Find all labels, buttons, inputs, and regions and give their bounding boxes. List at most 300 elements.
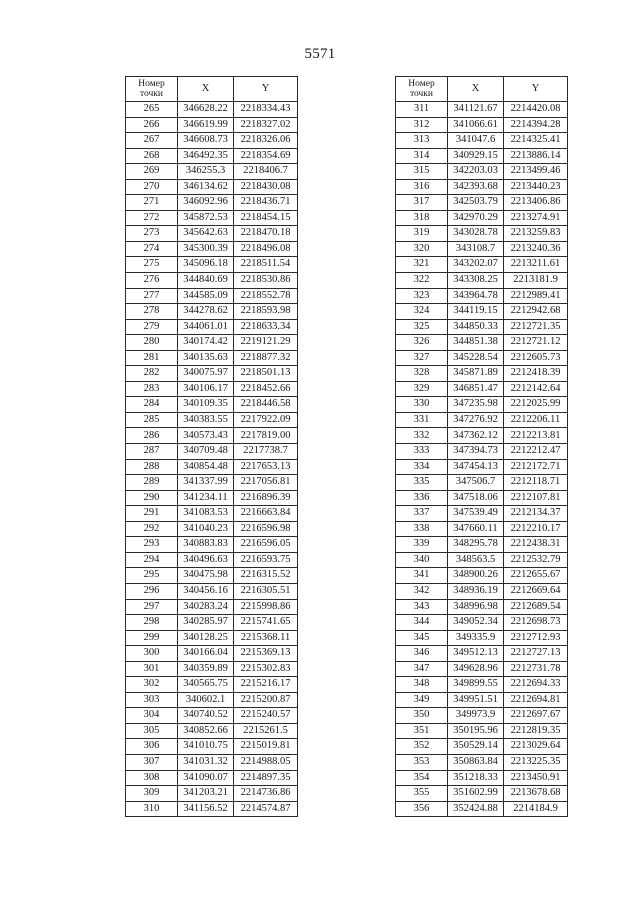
x-cell: 347506.7 xyxy=(448,475,504,491)
table-row xyxy=(126,428,298,444)
table-row xyxy=(396,179,568,195)
table-row xyxy=(126,708,298,724)
table-row xyxy=(396,459,568,475)
x-cell: 349899.55 xyxy=(448,677,504,693)
point-number-cell: 282 xyxy=(126,366,178,382)
y-cell: 2218511.54 xyxy=(234,257,298,273)
y-cell: 2217819.00 xyxy=(234,428,298,444)
table-row xyxy=(126,257,298,273)
x-cell: 347394.73 xyxy=(448,444,504,460)
x-cell: 350863.84 xyxy=(448,754,504,770)
point-number-cell: 353 xyxy=(396,754,448,770)
table-row xyxy=(396,381,568,397)
x-cell: 340135.63 xyxy=(178,350,234,366)
y-cell: 2212213.81 xyxy=(504,428,568,444)
table-row xyxy=(396,630,568,646)
table-row xyxy=(126,350,298,366)
y-cell: 2212418.39 xyxy=(504,366,568,382)
x-cell: 348900.26 xyxy=(448,568,504,584)
table-row xyxy=(126,133,298,149)
x-cell: 346628.22 xyxy=(178,102,234,118)
point-number-cell: 346 xyxy=(396,646,448,662)
y-cell: 2215741.65 xyxy=(234,615,298,631)
table-row xyxy=(396,677,568,693)
y-cell: 2212721.12 xyxy=(504,335,568,351)
table-row xyxy=(126,102,298,118)
y-cell: 2213259.83 xyxy=(504,226,568,242)
point-number-cell: 299 xyxy=(126,630,178,646)
y-cell: 2216596.05 xyxy=(234,537,298,553)
x-cell: 344278.62 xyxy=(178,304,234,320)
point-number-cell: 325 xyxy=(396,319,448,335)
x-cell: 349628.96 xyxy=(448,661,504,677)
x-cell: 342503.79 xyxy=(448,195,504,211)
y-cell: 2213240.36 xyxy=(504,241,568,257)
x-cell: 347362.12 xyxy=(448,428,504,444)
x-cell: 340602.1 xyxy=(178,692,234,708)
x-cell: 340854.48 xyxy=(178,459,234,475)
x-cell: 343202.07 xyxy=(448,257,504,273)
x-cell: 347518.06 xyxy=(448,490,504,506)
x-cell: 341090.07 xyxy=(178,770,234,786)
table-row xyxy=(126,210,298,226)
table-row xyxy=(126,319,298,335)
point-number-cell: 317 xyxy=(396,195,448,211)
point-number-cell: 342 xyxy=(396,583,448,599)
x-cell: 349973.9 xyxy=(448,708,504,724)
y-cell: 2215261.5 xyxy=(234,723,298,739)
y-cell: 2218496.08 xyxy=(234,241,298,257)
y-cell: 2217922.09 xyxy=(234,412,298,428)
y-cell: 2212697.67 xyxy=(504,708,568,724)
x-cell: 350195.96 xyxy=(448,723,504,739)
x-cell: 349052.34 xyxy=(448,615,504,631)
table-row xyxy=(396,708,568,724)
point-number-cell: 344 xyxy=(396,615,448,631)
point-number-cell: 273 xyxy=(126,226,178,242)
x-cell: 340075.97 xyxy=(178,366,234,382)
y-cell: 2216596.98 xyxy=(234,521,298,537)
point-number-cell: 300 xyxy=(126,646,178,662)
point-number-cell: 301 xyxy=(126,661,178,677)
y-cell: 2219121.29 xyxy=(234,335,298,351)
point-number-cell: 328 xyxy=(396,366,448,382)
point-number-cell: 339 xyxy=(396,537,448,553)
point-number-cell: 348 xyxy=(396,677,448,693)
point-number-cell: 269 xyxy=(126,164,178,180)
x-cell: 348295.78 xyxy=(448,537,504,553)
point-number-cell: 340 xyxy=(396,552,448,568)
table-row xyxy=(396,288,568,304)
x-cell: 342203.03 xyxy=(448,164,504,180)
table-row xyxy=(126,786,298,802)
x-cell: 346092.96 xyxy=(178,195,234,211)
table-row xyxy=(396,335,568,351)
point-number-cell: 265 xyxy=(126,102,178,118)
y-cell: 2218877.32 xyxy=(234,350,298,366)
x-cell: 347235.98 xyxy=(448,397,504,413)
x-cell: 340709.48 xyxy=(178,444,234,460)
table-row xyxy=(126,381,298,397)
table-row xyxy=(126,412,298,428)
table-row xyxy=(396,490,568,506)
y-cell: 2212942.68 xyxy=(504,304,568,320)
x-cell: 340929.15 xyxy=(448,148,504,164)
coordinates-table-right xyxy=(395,76,568,817)
table-row xyxy=(396,661,568,677)
point-number-cell: 309 xyxy=(126,786,178,802)
x-cell: 344061.01 xyxy=(178,319,234,335)
point-number-cell: 286 xyxy=(126,428,178,444)
point-number-cell: 310 xyxy=(126,801,178,817)
y-cell: 2213225.35 xyxy=(504,754,568,770)
y-cell: 2212212.47 xyxy=(504,444,568,460)
point-number-cell: 352 xyxy=(396,739,448,755)
point-number-cell: 268 xyxy=(126,148,178,164)
x-cell: 343028.78 xyxy=(448,226,504,242)
x-cell: 340166.04 xyxy=(178,646,234,662)
x-cell: 340106.17 xyxy=(178,381,234,397)
y-cell: 2218454.15 xyxy=(234,210,298,226)
x-cell: 340383.55 xyxy=(178,412,234,428)
table-row xyxy=(126,599,298,615)
point-number-cell: 302 xyxy=(126,677,178,693)
x-cell: 340852.66 xyxy=(178,723,234,739)
y-cell: 2216593.75 xyxy=(234,552,298,568)
y-cell: 2213181.9 xyxy=(504,273,568,289)
y-cell: 2215200.87 xyxy=(234,692,298,708)
table-row xyxy=(126,444,298,460)
y-cell: 2212698.73 xyxy=(504,615,568,631)
point-number-cell: 331 xyxy=(396,412,448,428)
x-cell: 345871.89 xyxy=(448,366,504,382)
x-cell: 343108.7 xyxy=(448,241,504,257)
y-cell: 2216663.84 xyxy=(234,506,298,522)
x-cell: 340475.98 xyxy=(178,568,234,584)
table-row xyxy=(126,226,298,242)
x-cell: 349951.51 xyxy=(448,692,504,708)
point-number-cell: 305 xyxy=(126,723,178,739)
x-cell: 340740.52 xyxy=(178,708,234,724)
point-number-cell: 285 xyxy=(126,412,178,428)
point-number-cell: 270 xyxy=(126,179,178,195)
table-row xyxy=(126,521,298,537)
point-number-cell: 312 xyxy=(396,117,448,133)
y-cell: 2212731.78 xyxy=(504,661,568,677)
table-row xyxy=(126,677,298,693)
point-number-cell: 293 xyxy=(126,537,178,553)
table-row xyxy=(396,506,568,522)
x-cell: 344585.09 xyxy=(178,288,234,304)
table-row xyxy=(126,723,298,739)
x-cell: 347454.13 xyxy=(448,459,504,475)
y-cell: 2218633.34 xyxy=(234,319,298,335)
y-cell: 2218452.66 xyxy=(234,381,298,397)
x-cell: 348936.19 xyxy=(448,583,504,599)
table-row xyxy=(396,210,568,226)
y-cell: 2212206.11 xyxy=(504,412,568,428)
point-number-cell: 274 xyxy=(126,241,178,257)
header-point-number: Номер точки xyxy=(126,77,178,102)
x-cell: 348996.98 xyxy=(448,599,504,615)
y-cell: 2212118.71 xyxy=(504,475,568,491)
x-cell: 340359.89 xyxy=(178,661,234,677)
point-number-cell: 355 xyxy=(396,786,448,802)
point-number-cell: 297 xyxy=(126,599,178,615)
table-row xyxy=(396,319,568,335)
point-number-cell: 332 xyxy=(396,428,448,444)
y-cell: 2214897.35 xyxy=(234,770,298,786)
point-number-cell: 303 xyxy=(126,692,178,708)
table-row xyxy=(126,552,298,568)
point-number-cell: 313 xyxy=(396,133,448,149)
x-cell: 346134.62 xyxy=(178,179,234,195)
y-cell: 2217738.7 xyxy=(234,444,298,460)
y-cell: 2212669.64 xyxy=(504,583,568,599)
table-row xyxy=(126,366,298,382)
y-cell: 2213440.23 xyxy=(504,179,568,195)
point-number-cell: 288 xyxy=(126,459,178,475)
point-number-cell: 345 xyxy=(396,630,448,646)
y-cell: 2216305.51 xyxy=(234,583,298,599)
x-cell: 346608.73 xyxy=(178,133,234,149)
y-cell: 2213406.86 xyxy=(504,195,568,211)
table-row xyxy=(396,475,568,491)
header-x: X xyxy=(178,77,234,102)
y-cell: 2213211.61 xyxy=(504,257,568,273)
table-row xyxy=(396,692,568,708)
y-cell: 2214736.86 xyxy=(234,786,298,802)
point-number-cell: 333 xyxy=(396,444,448,460)
table-row xyxy=(396,257,568,273)
x-cell: 340573.43 xyxy=(178,428,234,444)
x-cell: 341083.53 xyxy=(178,506,234,522)
y-cell: 2218334.43 xyxy=(234,102,298,118)
x-cell: 352424.88 xyxy=(448,801,504,817)
table-row xyxy=(126,630,298,646)
y-cell: 2217653.13 xyxy=(234,459,298,475)
table-row xyxy=(126,148,298,164)
x-cell: 340174.42 xyxy=(178,335,234,351)
table-header-row xyxy=(126,77,298,102)
y-cell: 2212712.93 xyxy=(504,630,568,646)
x-cell: 341040.23 xyxy=(178,521,234,537)
table-row xyxy=(396,770,568,786)
x-cell: 340565.75 xyxy=(178,677,234,693)
y-cell: 2218530.86 xyxy=(234,273,298,289)
table-row xyxy=(126,164,298,180)
table-row xyxy=(396,615,568,631)
table-header-row xyxy=(396,77,568,102)
table-row xyxy=(396,754,568,770)
y-cell: 2214394.28 xyxy=(504,117,568,133)
x-cell: 345096.18 xyxy=(178,257,234,273)
point-number-cell: 307 xyxy=(126,754,178,770)
point-number-cell: 349 xyxy=(396,692,448,708)
x-cell: 348563.5 xyxy=(448,552,504,568)
table-row xyxy=(396,583,568,599)
y-cell: 2212210.17 xyxy=(504,521,568,537)
table-row xyxy=(126,801,298,817)
table-row xyxy=(126,475,298,491)
table-row xyxy=(126,288,298,304)
point-number-cell: 308 xyxy=(126,770,178,786)
table-row xyxy=(126,692,298,708)
y-cell: 2212107.81 xyxy=(504,490,568,506)
header-y: Y xyxy=(504,77,568,102)
point-number-cell: 267 xyxy=(126,133,178,149)
x-cell: 341031.32 xyxy=(178,754,234,770)
y-cell: 2218470.18 xyxy=(234,226,298,242)
table-row xyxy=(396,350,568,366)
x-cell: 341121.67 xyxy=(448,102,504,118)
x-cell: 344851.38 xyxy=(448,335,504,351)
table-row xyxy=(126,335,298,351)
point-number-cell: 318 xyxy=(396,210,448,226)
y-cell: 2218326.06 xyxy=(234,133,298,149)
point-number-cell: 336 xyxy=(396,490,448,506)
point-number-cell: 320 xyxy=(396,241,448,257)
point-number-cell: 338 xyxy=(396,521,448,537)
point-number-cell: 314 xyxy=(396,148,448,164)
x-cell: 350529.14 xyxy=(448,739,504,755)
point-number-cell: 287 xyxy=(126,444,178,460)
x-cell: 345872.53 xyxy=(178,210,234,226)
y-cell: 2214988.05 xyxy=(234,754,298,770)
table-row xyxy=(396,552,568,568)
x-cell: 345642.63 xyxy=(178,226,234,242)
table-row xyxy=(396,226,568,242)
point-number-cell: 279 xyxy=(126,319,178,335)
y-cell: 2213029.64 xyxy=(504,739,568,755)
x-cell: 342393.68 xyxy=(448,179,504,195)
table-row xyxy=(126,646,298,662)
point-number-cell: 343 xyxy=(396,599,448,615)
y-cell: 2218593.98 xyxy=(234,304,298,320)
x-cell: 347660.11 xyxy=(448,521,504,537)
y-cell: 2212689.54 xyxy=(504,599,568,615)
y-cell: 2215240.57 xyxy=(234,708,298,724)
table-row xyxy=(126,506,298,522)
x-cell: 351218.33 xyxy=(448,770,504,786)
table-row xyxy=(126,615,298,631)
y-cell: 2213678.68 xyxy=(504,786,568,802)
x-cell: 341010.75 xyxy=(178,739,234,755)
point-number-cell: 284 xyxy=(126,397,178,413)
table-row xyxy=(126,739,298,755)
table-row xyxy=(396,537,568,553)
table-row xyxy=(396,117,568,133)
point-number-cell: 277 xyxy=(126,288,178,304)
table-row xyxy=(126,568,298,584)
y-cell: 2212172.71 xyxy=(504,459,568,475)
x-cell: 341203.21 xyxy=(178,786,234,802)
y-cell: 2212721.35 xyxy=(504,319,568,335)
x-cell: 343964.78 xyxy=(448,288,504,304)
table-row xyxy=(396,164,568,180)
point-number-cell: 290 xyxy=(126,490,178,506)
table-row xyxy=(126,273,298,289)
y-cell: 2213274.91 xyxy=(504,210,568,226)
y-cell: 2218430.08 xyxy=(234,179,298,195)
y-cell: 2218327.02 xyxy=(234,117,298,133)
x-cell: 341337.99 xyxy=(178,475,234,491)
x-cell: 349512.13 xyxy=(448,646,504,662)
y-cell: 2215369.13 xyxy=(234,646,298,662)
table-row xyxy=(396,195,568,211)
point-number-cell: 316 xyxy=(396,179,448,195)
y-cell: 2214184.9 xyxy=(504,801,568,817)
table-row xyxy=(126,195,298,211)
x-cell: 340283.24 xyxy=(178,599,234,615)
x-cell: 340883.83 xyxy=(178,537,234,553)
x-cell: 344850.33 xyxy=(448,319,504,335)
y-cell: 2212727.13 xyxy=(504,646,568,662)
y-cell: 2215216.17 xyxy=(234,677,298,693)
point-number-cell: 356 xyxy=(396,801,448,817)
table-row xyxy=(126,537,298,553)
point-number-cell: 341 xyxy=(396,568,448,584)
table-row xyxy=(396,148,568,164)
table-row xyxy=(126,179,298,195)
table-row xyxy=(396,599,568,615)
point-number-cell: 347 xyxy=(396,661,448,677)
table-row xyxy=(126,770,298,786)
table-row xyxy=(126,241,298,257)
coordinates-table-left xyxy=(125,76,298,817)
point-number-cell: 335 xyxy=(396,475,448,491)
point-number-cell: 281 xyxy=(126,350,178,366)
y-cell: 2212605.73 xyxy=(504,350,568,366)
y-cell: 2213450.91 xyxy=(504,770,568,786)
table-row xyxy=(126,304,298,320)
table-row xyxy=(396,304,568,320)
table-row xyxy=(396,646,568,662)
x-cell: 340496.63 xyxy=(178,552,234,568)
table-row xyxy=(126,117,298,133)
x-cell: 340456.16 xyxy=(178,583,234,599)
x-cell: 346619.99 xyxy=(178,117,234,133)
x-cell: 340128.25 xyxy=(178,630,234,646)
table-row xyxy=(396,568,568,584)
y-cell: 2214574.87 xyxy=(234,801,298,817)
point-number-cell: 315 xyxy=(396,164,448,180)
table-row xyxy=(396,521,568,537)
point-number-cell: 306 xyxy=(126,739,178,755)
header-y: Y xyxy=(234,77,298,102)
table-row xyxy=(396,412,568,428)
point-number-cell: 275 xyxy=(126,257,178,273)
point-number-cell: 272 xyxy=(126,210,178,226)
header-x: X xyxy=(448,77,504,102)
y-cell: 2212819.35 xyxy=(504,723,568,739)
table-row xyxy=(396,723,568,739)
y-cell: 2212989.41 xyxy=(504,288,568,304)
x-cell: 343308.25 xyxy=(448,273,504,289)
x-cell: 346851.47 xyxy=(448,381,504,397)
point-number-cell: 334 xyxy=(396,459,448,475)
y-cell: 2213499.46 xyxy=(504,164,568,180)
x-cell: 340285.97 xyxy=(178,615,234,631)
point-number-cell: 354 xyxy=(396,770,448,786)
x-cell: 351602.99 xyxy=(448,786,504,802)
table-row xyxy=(126,583,298,599)
table-body-left xyxy=(126,102,298,817)
point-number-cell: 327 xyxy=(396,350,448,366)
x-cell: 345228.54 xyxy=(448,350,504,366)
table-row xyxy=(396,273,568,289)
y-cell: 2212694.81 xyxy=(504,692,568,708)
